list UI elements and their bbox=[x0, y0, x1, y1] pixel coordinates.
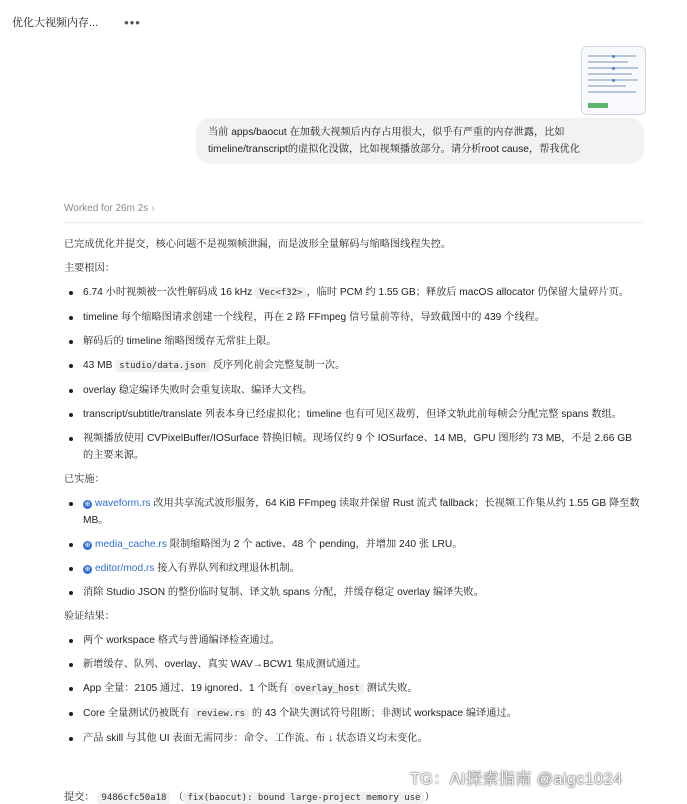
list-item-text: App 全量：2105 通过、19 ignored、1 个既有 bbox=[83, 683, 291, 694]
list-item bbox=[64, 632, 644, 649]
list-item bbox=[64, 309, 644, 326]
file-link-icon: ⊕ bbox=[84, 566, 91, 573]
file-link-waveform[interactable] bbox=[83, 498, 150, 509]
list-item-text: 的 43 个缺失测试符号阻断；非测试 workspace 编译通过。 bbox=[249, 708, 517, 719]
user-message-bubble: 当前 apps/baocut 在加载大视频后内存占用很大，似乎有严重的内存泄露，比如 timeline/transcript的虚拟化没做，比如视频播放部分。请分析root cause，帮我优化 bbox=[196, 118, 644, 164]
file-name: editor/mod.rs bbox=[95, 563, 155, 574]
divider bbox=[64, 222, 644, 223]
file-link-icon: ⊕ bbox=[84, 501, 91, 508]
list-item bbox=[64, 680, 644, 698]
root-cause-list bbox=[64, 284, 644, 464]
list-item bbox=[64, 495, 644, 529]
list-item-text: 43 MB bbox=[83, 360, 116, 371]
commit-paren-close: ） bbox=[424, 792, 435, 803]
list-item bbox=[64, 333, 644, 350]
list-item-text: timeline 每个缩略图请求创建一个线程，再在 2 路 FFmpeg 信号量前等待，导致截图中的 439 个线程。 bbox=[83, 312, 545, 323]
list-item bbox=[64, 705, 644, 723]
worked-duration-toggle[interactable] bbox=[64, 203, 155, 214]
inline-code: review.rs bbox=[192, 708, 249, 720]
root-cause-heading: 主要根因： bbox=[64, 263, 115, 274]
list-item-text: 视频播放使用 CVPixelBuffer/IOSurface 替换旧帧。现场仅约 9 个 IOSurface、14 MB，GPU 图形约 73 MB，不是 2.66 GB 的主要来源。 bbox=[83, 433, 632, 461]
commit-message: fix(baocut): bound large-project memory use bbox=[183, 792, 424, 804]
commit-hash[interactable]: 9486cfc50a18 bbox=[97, 792, 170, 804]
list-item-text: 接入有界队列和纹理退休机制。 bbox=[154, 563, 300, 574]
list-item-text: overlay 稳定编译失败时会重复读取、编译大文档。 bbox=[83, 385, 313, 396]
list-item-text: 限制缩略图为 2 个 active、48 个 pending，并增加 240 张 LRU。 bbox=[166, 539, 463, 550]
worked-duration-label: Worked for 26m 2s bbox=[64, 203, 149, 214]
list-item bbox=[64, 430, 644, 464]
conversation-title[interactable]: 优化大视频内存... bbox=[12, 17, 99, 29]
commit-row bbox=[64, 788, 435, 803]
summary-text: 已完成优化并提交，核心问题不是视频帧泄漏，而是波形全量解码与缩略图线程失控。 bbox=[64, 239, 452, 250]
file-name: waveform.rs bbox=[95, 498, 151, 509]
top-bar bbox=[0, 0, 687, 44]
file-name: media_cache.rs bbox=[95, 539, 167, 550]
more-horizontal-icon[interactable]: ••• bbox=[124, 14, 141, 30]
list-item-text: 反序列化前会完整复制一次。 bbox=[209, 360, 346, 371]
list-item-text: 6.74 小时视频被一次性解码成 16 kHz bbox=[83, 287, 256, 298]
list-item bbox=[64, 560, 644, 577]
list-item bbox=[64, 656, 644, 673]
list-item bbox=[64, 284, 644, 302]
inline-code: Vec<f32> bbox=[255, 287, 306, 299]
watermark: TG：AI探索指南 @aigc1024 bbox=[410, 771, 623, 788]
list-item bbox=[64, 357, 644, 375]
list-item bbox=[64, 536, 644, 553]
commit-paren-open: （ bbox=[173, 792, 184, 803]
verification-list bbox=[64, 632, 644, 747]
list-item-text: transcript/subtitle/translate 列表本身已经虚拟化；timeline 也有可见区裁剪，但译文轨此前每帧会分配完整 spans 数组。 bbox=[83, 409, 622, 420]
implemented-list bbox=[64, 495, 644, 601]
file-link-icon: ⊕ bbox=[84, 542, 91, 549]
verification-heading: 验证结果： bbox=[64, 611, 115, 622]
list-item-text: 新增缓存、队列、overlay、真实 WAV→BCW1 集成测试通过。 bbox=[83, 659, 367, 670]
commit-label: 提交： bbox=[64, 792, 95, 803]
list-item-text: 两个 workspace 格式与普通编译检查通过。 bbox=[83, 635, 280, 646]
chevron-right-icon: › bbox=[151, 203, 155, 214]
list-item-text: 解码后的 timeline 缩略图缓存无常驻上限。 bbox=[83, 336, 277, 347]
file-link-media-cache[interactable] bbox=[83, 539, 167, 550]
list-item-text: Core 全量测试仍被既有 bbox=[83, 708, 193, 719]
list-item-text: 改用共享流式波形服务，64 KiB FFmpeg 读取并保留 Rust 流式 fallback；长视频工作集从约 1.55 GB 降至数 MB。 bbox=[83, 498, 640, 526]
implemented-heading: 已实施： bbox=[64, 474, 105, 485]
list-item-text: ，临时 PCM 约 1.55 GB；释放后 macOS allocator 仍保留大量碎片页。 bbox=[306, 287, 630, 298]
list-item-text: 消除 Studio JSON 的整份临时复制、译文轨 spans 分配，并缓存稳定 overlay 编译失败。 bbox=[83, 587, 484, 598]
inline-code: overlay_host bbox=[291, 683, 364, 695]
file-link-editor-mod[interactable] bbox=[83, 563, 154, 574]
attached-screenshot-thumbnail[interactable] bbox=[581, 46, 646, 115]
list-item bbox=[64, 382, 644, 399]
list-item-text: 产品 skill 与其他 UI 表面无需同步：命令、工作流、布 ↓ 状态语义均未变化。 bbox=[83, 733, 428, 744]
inline-code: studio/data.json bbox=[115, 360, 210, 372]
assistant-response bbox=[64, 236, 644, 754]
list-item bbox=[64, 584, 644, 601]
list-item bbox=[64, 730, 644, 747]
list-item-text: 测试失败。 bbox=[363, 683, 418, 694]
list-item bbox=[64, 406, 644, 423]
